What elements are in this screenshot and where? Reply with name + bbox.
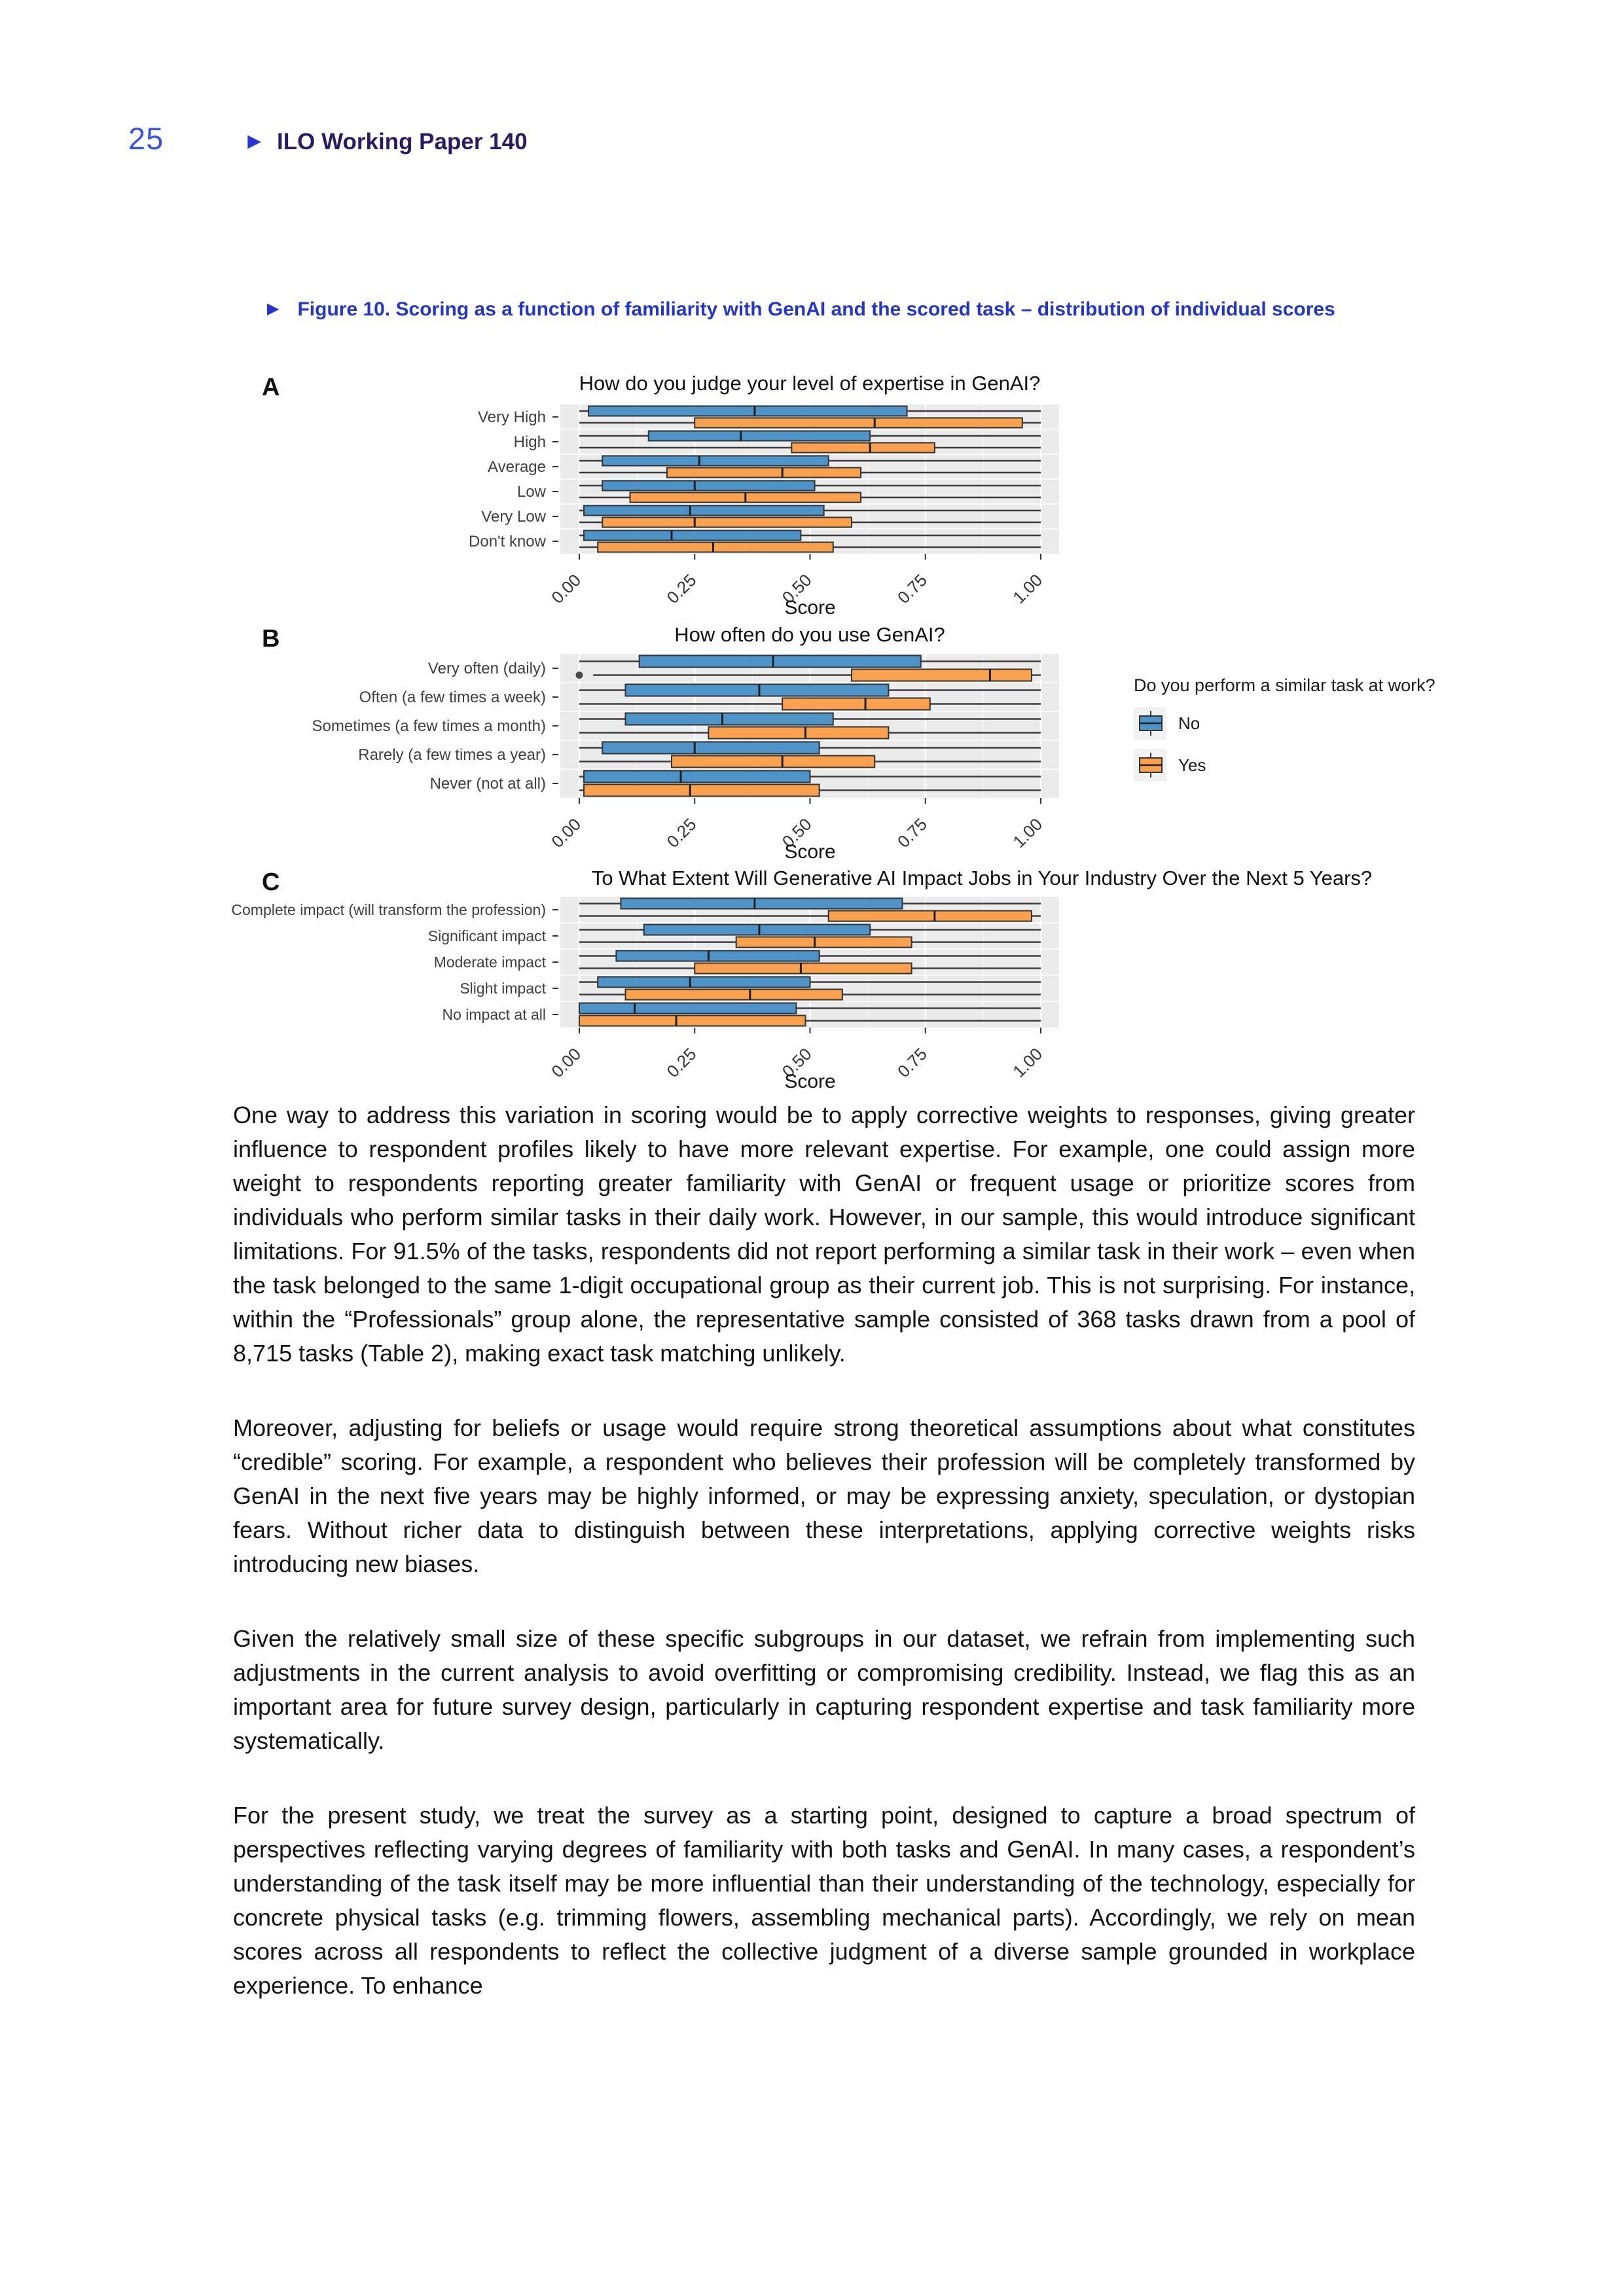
box: [621, 899, 902, 909]
x-tick-label: 0.75: [893, 570, 931, 608]
legend-item-label: Yes: [1178, 755, 1206, 775]
category-label: Complete impact (will transform the profession): [231, 901, 546, 918]
box: [791, 443, 935, 453]
box: [672, 756, 875, 768]
box: [626, 990, 842, 1000]
box: [598, 543, 833, 552]
box: [598, 977, 810, 988]
box: [829, 911, 1032, 922]
page-header: [128, 120, 528, 156]
box: [782, 698, 930, 710]
panel-title: How often do you use GenAI?: [674, 623, 945, 646]
box: [584, 785, 820, 797]
x-tick-label: 0.50: [778, 814, 816, 852]
box: [584, 506, 824, 516]
header-arrow-icon: ▶: [247, 131, 262, 151]
header-title: ILO Working Paper 140: [277, 129, 528, 154]
category-label: Very High: [477, 408, 546, 426]
category-label: Moderate impact: [433, 954, 546, 971]
outlier-point: [576, 672, 583, 679]
x-tick-label: 0.50: [778, 570, 816, 608]
box: [602, 481, 814, 491]
paragraph: Given the relatively small size of these specific subgroups in our dataset, we refrain from implementing such adjustments in the current analysis to avoid overfitting or compromising credibility. Instead, we flag this as an important area for future survey design, particularly in capturing respondent expertise and task familiarity more systematically.: [233, 1625, 1415, 1754]
legend-title: Do you perform a similar task at work?: [1134, 675, 1435, 695]
box: [695, 963, 911, 974]
box: [667, 468, 861, 478]
x-axis-label: Score: [784, 841, 836, 863]
category-label: Rarely (a few times a year): [358, 746, 546, 764]
figure-caption-text: Figure 10. Scoring as a function of familiarity with GenAI and the scored task – distribution of individual scores: [297, 298, 1335, 320]
body-text: [233, 1098, 1415, 2043]
x-tick-label: 0.75: [893, 814, 931, 852]
x-tick-label: 0.75: [893, 1044, 931, 1082]
x-tick-label: 1.00: [1009, 1044, 1047, 1082]
category-label: Very often (daily): [427, 660, 546, 677]
box: [626, 713, 833, 725]
panel-label-A: A: [262, 374, 280, 401]
box: [644, 925, 870, 935]
box: [602, 456, 828, 466]
category-label: Often (a few times a week): [359, 689, 546, 706]
boxplot-panel-B: [0, 618, 1624, 863]
figure-10-charts: [0, 364, 1624, 1092]
category-label: Average: [488, 458, 546, 476]
x-axis-label: Score: [784, 1071, 836, 1092]
x-tick-label: 0.00: [547, 1044, 585, 1082]
category-label: Never (not at all): [429, 775, 546, 793]
paragraph: Moreover, adjusting for beliefs or usage would require strong theoretical assumptions about what constitutes “credible” scoring. For example, a respondent who believes their profession will be completely transformed by GenAI in the next five years may be highly informed, or may be expressing anxiety, speculation, or dystopian fears. Without richer data to distinguish between these interpretations, applying corrective weights risks introducing new biases.: [233, 1414, 1415, 1577]
boxplot-panel-C: [0, 863, 1624, 1092]
category-label: Don't know: [469, 533, 546, 550]
panel-title: To What Extent Will Generative AI Impact Jobs in Your Industry Over the Next 5 Years?: [591, 867, 1373, 889]
panel-label-C: C: [262, 869, 280, 896]
caption-arrow-icon: ▶: [267, 300, 280, 317]
boxplot-panel-A: [0, 364, 1624, 618]
box: [616, 951, 819, 961]
box: [602, 518, 852, 528]
category-label: No impact at all: [442, 1006, 546, 1023]
panel-title: How do you judge your level of expertise in GenAI?: [579, 372, 1041, 395]
box: [588, 406, 907, 416]
box: [602, 742, 819, 754]
figure-caption: [267, 295, 1335, 324]
panel-label-B: B: [262, 625, 280, 653]
legend: [1134, 675, 1435, 781]
box: [708, 727, 888, 739]
category-label: High: [513, 433, 546, 451]
box: [584, 771, 810, 783]
x-tick-label: 1.00: [1009, 570, 1047, 608]
paragraph: For the present study, we treat the survey as a starting point, designed to capture a broad spectrum of perspectives reflecting varying degrees of familiarity with both tasks and GenAI. In many cases, a respondent’s understanding of the task itself may be more influential than their understanding of the technology, especially for concrete physical tasks (e.g. trimming flowers, assembling mechanical parts). Accordingly, we rely on mean scores across all respondents to reflect the collective judgment of a diverse sample grounded in workplace experience. To enhance: [233, 1802, 1415, 1999]
x-tick-label: 0.25: [662, 570, 700, 608]
category-label: Very Low: [481, 508, 546, 526]
box: [626, 685, 889, 696]
x-tick-label: 0.25: [662, 1044, 700, 1082]
x-axis-label: Score: [784, 597, 836, 618]
x-tick-label: 0.00: [547, 814, 585, 852]
box: [649, 431, 870, 441]
box: [640, 656, 921, 668]
x-tick-label: 0.00: [547, 570, 585, 608]
box: [584, 531, 801, 541]
x-tick-label: 1.00: [1009, 814, 1047, 852]
legend-item-label: No: [1178, 713, 1200, 733]
box: [579, 1016, 805, 1026]
box: [695, 418, 1022, 428]
category-label: Low: [516, 483, 546, 501]
box: [579, 1003, 796, 1014]
box: [736, 937, 912, 948]
paragraph: One way to address this variation in scoring would be to apply corrective weights to responses, giving greater influence to respondent profiles likely to have more relevant expertise. For example, one could assign more weight to respondents reporting greater familiarity with GenAI or frequent usage or prioritize scores from individuals who perform similar tasks in their daily work. However, in our sample, this would introduce significant limitations. For 91.5% of the tasks, respondents did not report performing a similar task in their work – even when the task belonged to the same 1-digit occupational group as their current job. This is not surprising. For instance, within the “Professionals” group alone, the representative sample consisted of 368 tasks drawn from a pool of 8,715 tasks (Table 2), making exact task matching unlikely.: [233, 1102, 1415, 1367]
category-label: Slight impact: [460, 980, 546, 997]
x-tick-label: 0.50: [778, 1044, 816, 1082]
box: [852, 670, 1032, 681]
category-label: Sometimes (a few times a month): [312, 717, 546, 735]
x-tick-label: 0.25: [662, 814, 700, 852]
category-label: Significant impact: [427, 927, 546, 944]
page-number: 25: [128, 121, 164, 156]
